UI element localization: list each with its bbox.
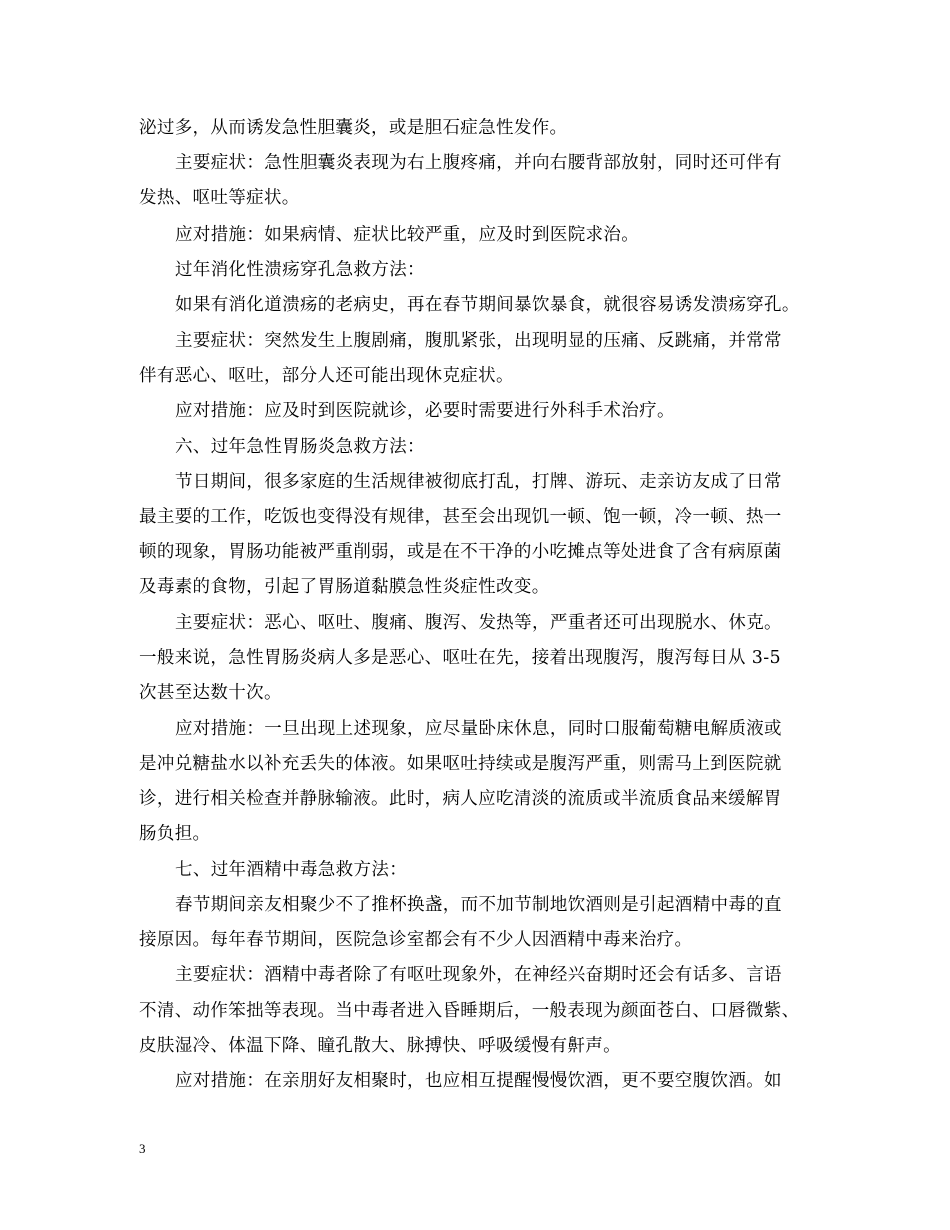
body-text-line: 应对措施：如果病情、症状比较严重，应及时到医院求治。 xyxy=(175,225,640,245)
body-text-line: 发热、呕吐等症状。 xyxy=(139,188,300,208)
body-text-line: 应对措施：在亲朋好友相聚时，也应相互提醒慢慢饮酒，更不要空腹饮酒。如 xyxy=(175,1071,782,1091)
body-text-line: 如果有消化道溃疡的老病史，再在春节期间暴饮暴食，就很容易诱发溃疡穿孔。 xyxy=(175,295,800,315)
body-text-line: 主要症状：酒精中毒者除了有呕吐现象外，在神经兴奋期时还会有话多、言语 xyxy=(175,965,782,985)
body-text-line: 主要症状：突然发生上腹剧痛，腹肌紧张，出现明显的压痛、反跳痛，并常常 xyxy=(175,331,782,351)
body-text-line: 是冲兑糖盐水以补充丢失的体液。如果呕吐持续或是腹泻严重，则需马上到医院就 xyxy=(139,754,782,774)
body-text-line: 泌过多，从而诱发急性胆囊炎，或是胆石症急性发作。 xyxy=(139,118,568,138)
body-text-line: 次甚至达数十次。 xyxy=(139,683,282,703)
body-text-line: 一般来说，急性胃肠炎病人多是恶心、呕吐在先，接着出现腹泻，腹泻每日从 3-5 xyxy=(139,648,782,668)
body-text-line: 接原因。每年春节期间，医院急诊室都会有不少人因酒精中毒来治疗。 xyxy=(139,930,693,950)
section-heading: 六、过年急性胃肠炎急救方法： xyxy=(175,437,425,457)
body-text-line: 最主要的工作，吃饭也变得没有规律，甚至会出现饥一顿、饱一顿，冷一顿、热一 xyxy=(139,507,782,527)
body-text-line: 伴有恶心、呕吐，部分人还可能出现休克症状。 xyxy=(139,366,514,386)
body-text-line: 肠负担。 xyxy=(139,824,211,844)
body-text-line: 不清、动作笨拙等表现。当中毒者进入昏睡期后，一般表现为颜面苍白、口唇微紫、 xyxy=(139,1001,800,1021)
body-text-line: 及毒素的食物，引起了胃肠道黏膜急性炎症性改变。 xyxy=(139,577,550,597)
body-text-line: 节日期间，很多家庭的生活规律被彻底打乱，打牌、游玩、走亲访友成了日常 xyxy=(175,472,782,492)
body-text-line: 应对措施：一旦出现上述现象，应尽量卧床休息，同时口服葡萄糖电解质液或 xyxy=(175,719,782,739)
section-heading: 过年消化性溃疡穿孔急救方法： xyxy=(175,260,425,280)
body-text-line: 顿的现象，胃肠功能被严重削弱，或是在不干净的小吃摊点等处进食了含有病原菌 xyxy=(139,542,782,562)
body-text-line: 主要症状：急性胆囊炎表现为右上腹疼痛，并向右腰背部放射，同时还可伴有 xyxy=(175,153,782,173)
body-text-line: 诊，进行相关检查并静脉输液。此时，病人应吃清淡的流质或半流质食品来缓解胃 xyxy=(139,789,782,809)
body-text-line: 皮肤湿冷、体温下降、瞳孔散大、脉搏快、呼吸缓慢有鼾声。 xyxy=(139,1036,621,1056)
body-text-line: 主要症状：恶心、呕吐、腹痛、腹泻、发热等，严重者还可出现脱水、休克。 xyxy=(175,613,782,633)
section-heading: 七、过年酒精中毒急救方法： xyxy=(175,860,408,880)
body-text-line: 春节期间亲友相聚少不了推杯换盏，而不加节制地饮酒则是引起酒精中毒的直 xyxy=(175,895,782,915)
page-number: 3 xyxy=(139,1141,146,1156)
body-text-line: 应对措施：应及时到医院就诊，必要时需要进行外科手术治疗。 xyxy=(175,401,675,421)
